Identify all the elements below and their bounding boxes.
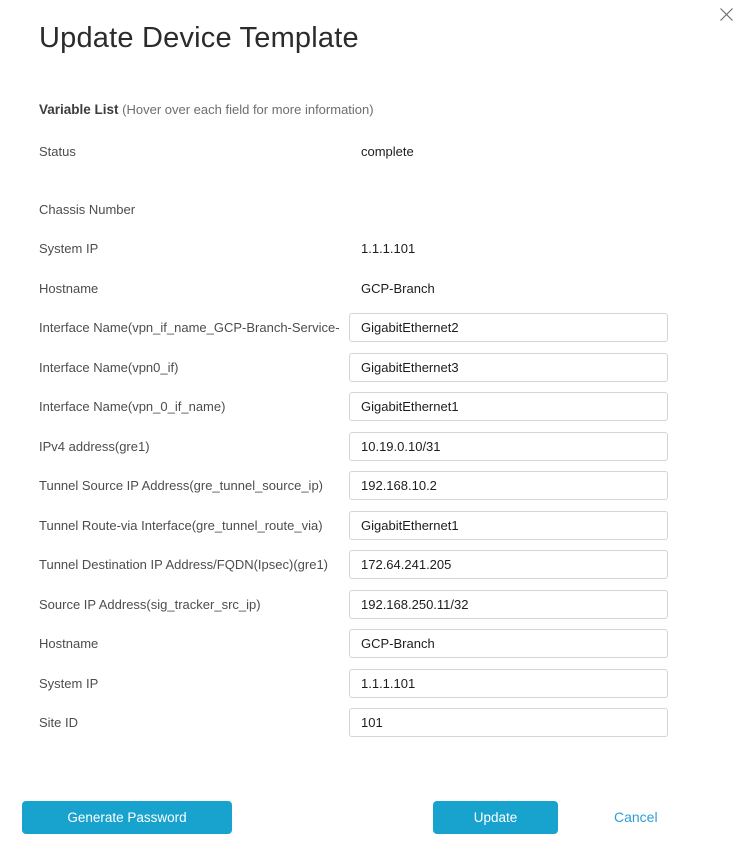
site-id-input[interactable] xyxy=(349,708,668,737)
row-site-id xyxy=(39,703,668,743)
row-label: System IP xyxy=(39,675,99,691)
update-button[interactable]: Update xyxy=(433,801,558,834)
generate-password-button[interactable]: Generate Password xyxy=(22,801,232,834)
tunnel-source-ip-input[interactable] xyxy=(349,471,668,500)
row-status xyxy=(39,132,668,172)
row-label: Tunnel Destination IP Address/FQDN(Ipsec)(gre1) xyxy=(39,557,329,573)
tunnel-route-via-input[interactable] xyxy=(349,511,668,540)
row-tunnel-source-ip xyxy=(39,466,668,506)
cancel-button[interactable]: Cancel xyxy=(606,801,666,834)
row-label: Interface Name(vpn0_if) xyxy=(39,359,179,375)
row-tunnel-route-via xyxy=(39,506,668,546)
variable-list-heading xyxy=(39,102,752,118)
row-system-ip-input xyxy=(39,664,668,704)
interface-name-vpn0-if-input[interactable] xyxy=(349,353,668,382)
row-label: Hostname xyxy=(39,280,99,296)
dialog-footer xyxy=(0,801,752,834)
ipv4-address-gre1-input[interactable] xyxy=(349,432,668,461)
row-label: Hostname xyxy=(39,636,99,652)
row-label: Interface Name(vpn_0_if_name) xyxy=(39,399,226,415)
row-interface-name-vpn-0-if-name xyxy=(39,387,668,427)
row-label: System IP xyxy=(39,241,99,257)
hostname-value: GCP-Branch xyxy=(361,280,435,296)
row-source-ip-tracker xyxy=(39,585,668,625)
row-hostname-input xyxy=(39,624,668,664)
tunnel-destination-ip-input[interactable] xyxy=(349,550,668,579)
close-icon[interactable] xyxy=(717,5,735,23)
hostname-input[interactable] xyxy=(349,629,668,658)
row-label: Tunnel Source IP Address(gre_tunnel_source_ip) xyxy=(39,478,324,494)
interface-name-service-input[interactable] xyxy=(349,313,668,342)
row-interface-name-vpn0-if xyxy=(39,348,668,388)
row-label: Site ID xyxy=(39,715,79,731)
row-interface-name-service xyxy=(39,308,668,348)
row-label: Tunnel Route-via Interface(gre_tunnel_route_via) xyxy=(39,517,323,533)
row-tunnel-destination-ip xyxy=(39,545,668,585)
variable-list-label: Variable List xyxy=(39,102,119,117)
variable-rows xyxy=(39,132,752,743)
row-label: IPv4 address(gre1) xyxy=(39,438,150,454)
row-ipv4-address-gre1 xyxy=(39,427,668,467)
system-ip-value: 1.1.1.101 xyxy=(361,241,416,257)
page-title: Update Device Template xyxy=(39,22,359,54)
variable-list-hint: (Hover over each field for more information) xyxy=(118,102,374,117)
row-label: Chassis Number xyxy=(39,201,136,217)
close-x-glyph xyxy=(719,7,734,22)
row-label: Interface Name(vpn_if_name_GCP-Branch-Service- xyxy=(39,320,340,336)
row-system-ip-static xyxy=(39,229,668,269)
row-chassis-number xyxy=(39,190,668,230)
system-ip-input[interactable] xyxy=(349,669,668,698)
row-label: Source IP Address(sig_tracker_src_ip) xyxy=(39,596,261,612)
status-value: complete xyxy=(361,144,414,160)
interface-name-vpn-0-if-name-input[interactable] xyxy=(349,392,668,421)
source-ip-tracker-input[interactable] xyxy=(349,590,668,619)
row-label: Status xyxy=(39,144,76,160)
row-hostname-static xyxy=(39,269,668,309)
